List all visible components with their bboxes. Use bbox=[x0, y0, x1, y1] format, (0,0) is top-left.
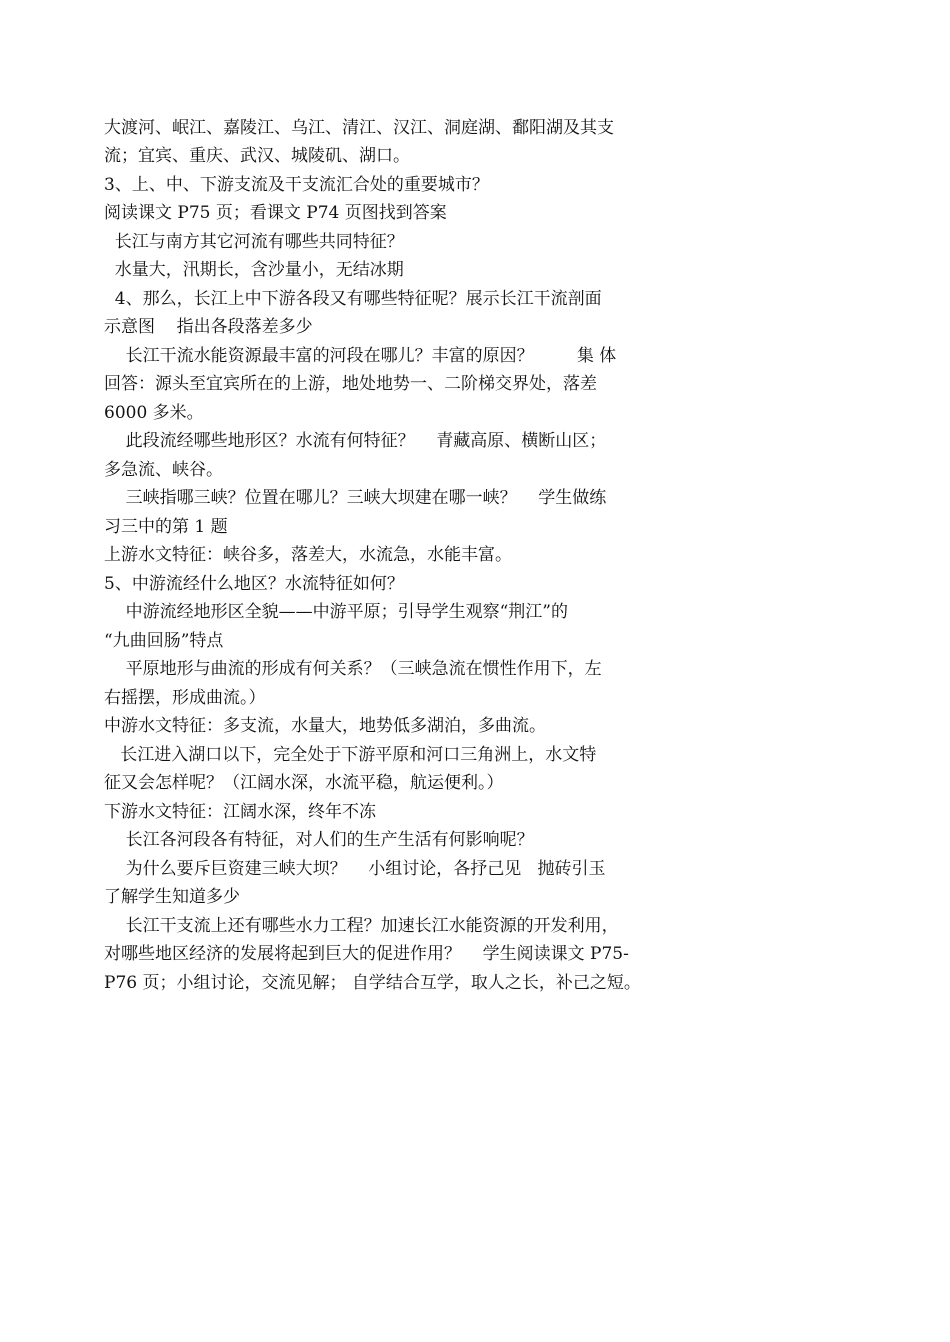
text-line: 长江干流水能资源最丰富的河段在哪儿？丰富的原因？ 集 体 bbox=[104, 346, 617, 366]
text-line: 右摇摆，形成曲流。） bbox=[104, 688, 266, 708]
text-line: P76 页；小组讨论，交流见解； 自学结合互学，取人之长，补己之短。 bbox=[104, 973, 641, 993]
text-line: 长江进入湖口以下，完全处于下游平原和河口三角洲上，水文特 bbox=[104, 745, 597, 765]
text-line: 示意图 指出各段落差多少 bbox=[104, 317, 313, 337]
text-line: 多急流、峡谷。 bbox=[104, 460, 223, 480]
text-line: 水量大，汛期长，含沙量小，无结冰期 bbox=[104, 260, 404, 280]
text-line: 征又会怎样呢？（江阔水深，水流平稳，航运便利。） bbox=[104, 773, 504, 793]
text-line: “九曲回肠”特点 bbox=[104, 631, 224, 651]
text-line: 上游水文特征：峡谷多，落差大，水流急，水能丰富。 bbox=[104, 545, 512, 565]
text-line: 流；宜宾、重庆、武汉、城陵矶、湖口。 bbox=[104, 146, 410, 166]
text-line: 回答：源头至宜宾所在的上游，地处地势一、二阶梯交界处，落差 bbox=[104, 374, 597, 394]
text-line: 习三中的第 1 题 bbox=[104, 517, 228, 537]
text-line: 三峡指哪三峡？位置在哪儿？三峡大坝建在哪一峡？ 学生做练 bbox=[104, 488, 607, 508]
text-line: 中游流经地形区全貌——中游平原；引导学生观察“荆江”的 bbox=[104, 602, 568, 622]
text-line: 为什么要斥巨资建三峡大坝？ 小组讨论，各抒己见 抛砖引玉 bbox=[104, 859, 606, 879]
text-line: 3、上、中、下游支流及干支流汇合处的重要城市？ bbox=[104, 175, 489, 195]
text-line: 了解学生知道多少 bbox=[104, 887, 240, 907]
text-line: 5、中游流经什么地区？水流特征如何？ bbox=[104, 574, 404, 594]
text-line: 阅读课文 P75 页；看课文 P74 页图找到答案 bbox=[104, 203, 447, 223]
text-line: 长江干支流上还有哪些水力工程？加速长江水能资源的开发利用， bbox=[104, 916, 619, 936]
text-line: 4、那么，长江上中下游各段又有哪些特征呢？展示长江干流剖面 bbox=[104, 289, 602, 309]
text-line: 对哪些地区经济的发展将起到巨大的促进作用？ 学生阅读课文 P75- bbox=[104, 944, 629, 964]
text-line: 中游水文特征：多支流，水量大，地势低多湖泊，多曲流。 bbox=[104, 716, 546, 736]
text-line: 平原地形与曲流的形成有何关系？（三峡急流在惯性作用下，左 bbox=[104, 659, 602, 679]
text-line: 6000 多米。 bbox=[104, 403, 204, 423]
text-line: 长江与南方其它河流有哪些共同特征？ bbox=[104, 232, 404, 252]
text-line: 长江各河段各有特征，对人们的生产生活有何影响呢？ bbox=[104, 830, 534, 850]
text-line: 下游水文特征：江阔水深，终年不冻 bbox=[104, 802, 376, 822]
text-line: 大渡河、岷江、嘉陵江、乌江、清江、汉江、洞庭湖、鄱阳湖及其支 bbox=[104, 118, 614, 138]
text-line: 此段流经哪些地形区？水流有何特征？ 青藏高原、横断山区； bbox=[104, 431, 607, 451]
